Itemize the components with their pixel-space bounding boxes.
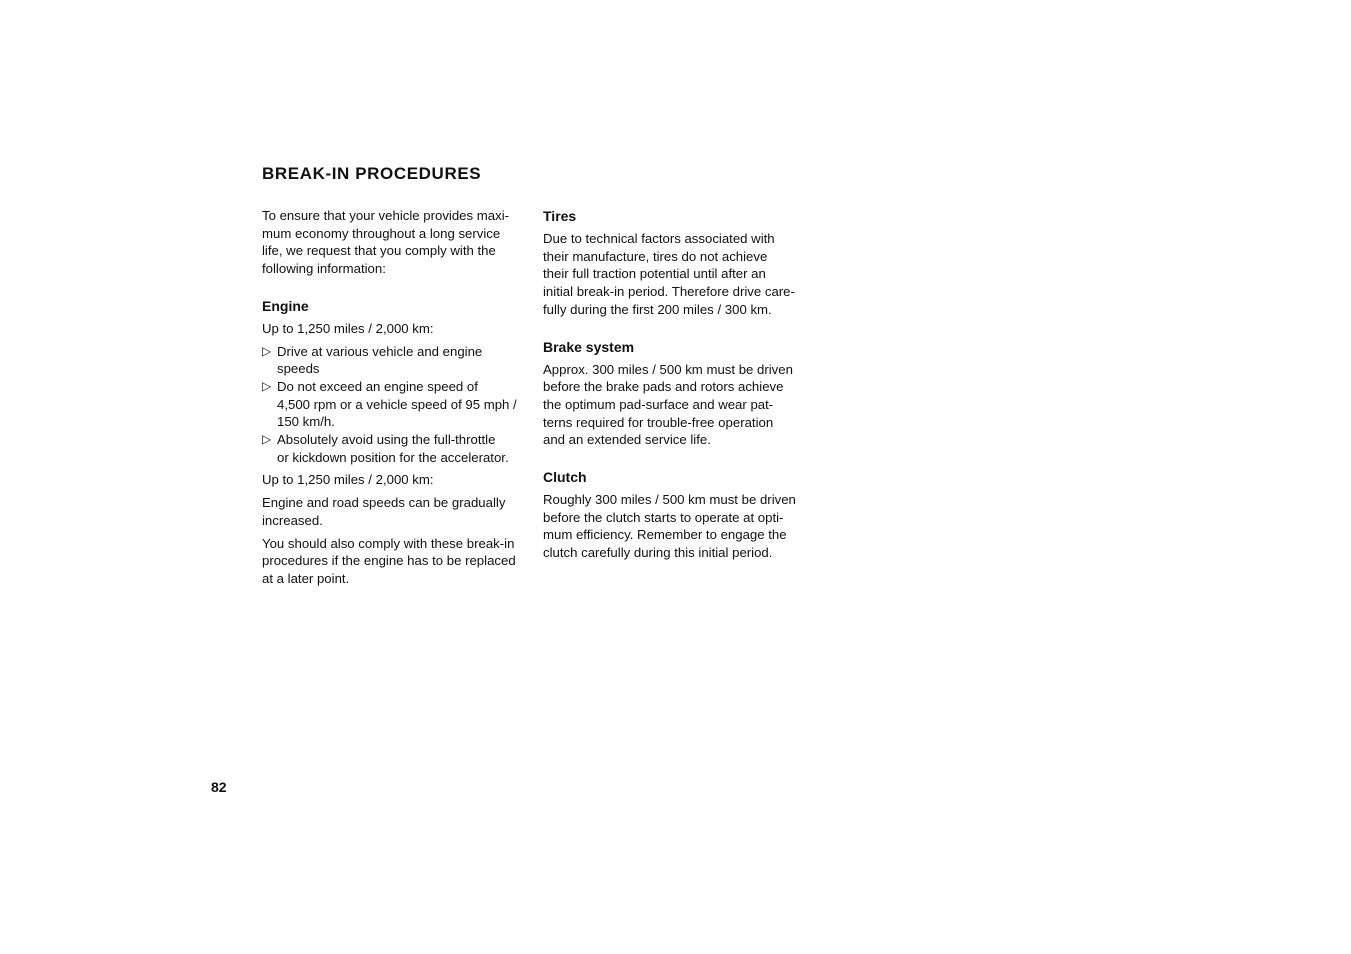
bullet-line: Drive at various vehicle and engine xyxy=(277,343,483,359)
list-item xyxy=(262,343,534,378)
list-item xyxy=(262,378,534,431)
engine-heading: Engine xyxy=(262,297,309,314)
paragraph-line: before the clutch starts to operate at opti- xyxy=(543,509,784,525)
brake-system-heading: Brake system xyxy=(543,338,635,355)
engine-gradual-paragraph xyxy=(262,494,534,529)
page-title: BREAK-IN PROCEDURES xyxy=(262,164,482,183)
paragraph-line: and an extended service life. xyxy=(543,432,711,448)
bullet-line: speeds xyxy=(277,361,320,377)
paragraph-line: at a later point. xyxy=(262,570,350,586)
triangle-bullet-icon: ▷ xyxy=(262,378,272,393)
tires-paragraph xyxy=(543,230,819,319)
paragraph-line: the optimum pad-surface and wear pat- xyxy=(543,396,774,412)
paragraph-line: Engine and road speeds can be gradually xyxy=(262,495,506,511)
triangle-bullet-icon: ▷ xyxy=(262,432,272,447)
clutch-section xyxy=(543,468,819,562)
engine-first-range: Up to 1,250 miles / 2,000 km: xyxy=(262,320,434,336)
paragraph-line: their full traction potential until after an xyxy=(543,266,766,282)
paragraph-line: procedures if the engine has to be replaced xyxy=(262,553,516,569)
tires-section xyxy=(543,207,819,319)
bullet-line: 150 km/h. xyxy=(277,414,335,430)
engine-second-range: Up to 1,250 miles / 2,000 km: xyxy=(262,472,434,488)
engine-section xyxy=(262,297,534,588)
clutch-heading: Clutch xyxy=(543,469,587,486)
brake-system-section xyxy=(543,338,819,450)
paragraph-line: Approx. 300 miles / 500 km must be driven xyxy=(543,361,793,377)
bullet-line: 4,500 rpm or a vehicle speed of 95 mph / xyxy=(277,396,517,412)
left-column xyxy=(262,207,534,588)
intro-paragraph xyxy=(262,207,534,278)
engine-replacement-paragraph xyxy=(262,535,534,588)
bullet-line: or kickdown position for the accelerator. xyxy=(277,449,509,465)
paragraph-line: mum efficiency. Remember to engage the xyxy=(543,527,787,543)
list-item xyxy=(262,431,534,466)
intro-line: To ensure that your vehicle provides maxi- xyxy=(262,208,510,223)
paragraph-line: terns required for trouble-free operation xyxy=(543,414,774,430)
paragraph-line: clutch carefully during this initial period. xyxy=(543,545,773,561)
intro-line: following information: xyxy=(262,261,386,277)
bullet-line: Absolutely avoid using the full-throttle xyxy=(277,432,496,448)
paragraph-line: before the brake pads and rotors achieve xyxy=(543,379,784,395)
intro-line: mum economy throughout a long service xyxy=(262,225,501,241)
paragraph-line: initial break-in period. Therefore drive care- xyxy=(543,284,795,300)
tires-heading: Tires xyxy=(543,208,577,224)
brake-system-paragraph xyxy=(543,361,819,450)
engine-bullet-list xyxy=(262,343,534,467)
paragraph-line: fully during the first 200 miles / 300 km. xyxy=(543,301,772,317)
clutch-paragraph xyxy=(543,491,819,562)
intro-line: life, we request that you comply with the xyxy=(262,243,496,259)
paragraph-line: increased. xyxy=(262,512,323,528)
paragraph-line: Roughly 300 miles / 500 km must be driven xyxy=(543,492,796,508)
paragraph-line: Due to technical factors associated with xyxy=(543,231,775,246)
paragraph-line: their manufacture, tires do not achieve xyxy=(543,248,768,264)
bullet-line: Do not exceed an engine speed of xyxy=(277,378,478,394)
paragraph-line: You should also comply with these break-in xyxy=(262,535,515,551)
right-column xyxy=(543,207,819,581)
page-number: 82 xyxy=(211,779,227,795)
triangle-bullet-icon: ▷ xyxy=(262,343,272,358)
